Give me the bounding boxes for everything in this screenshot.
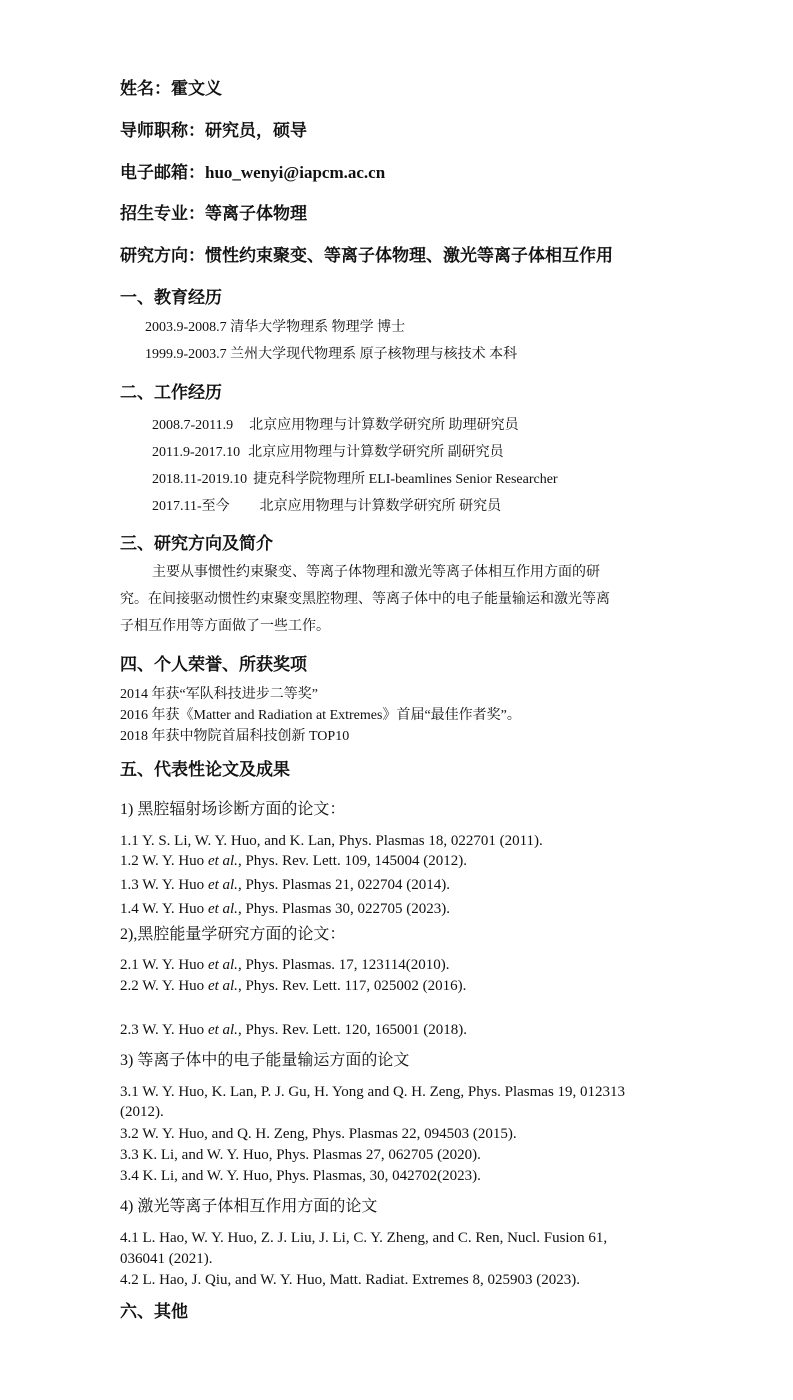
paper-item <box>120 979 466 994</box>
work-org: 捷克科学院物理所 ELI-beamlines Senior Researcher <box>253 472 558 487</box>
research-direction-line: 研究方向：惯性约束聚变、等离子体物理、激光等离子体相互作用 <box>120 246 613 265</box>
education-heading: 一、教育经历 <box>120 288 222 307</box>
work-heading: 二、工作经历 <box>120 383 222 402</box>
honor-item: 2014 年获“军队科技进步二等奖” <box>120 687 318 702</box>
advisor-title-line: 导师职称：研究员，硕导 <box>120 121 307 140</box>
work-period: 2018.11-2019.10 <box>152 472 248 487</box>
honor-item: 2016 年获《Matter and Radiation at Extremes》首届“最佳作者奖”。 <box>120 708 521 723</box>
education-item: 1999.9-2003.7 兰州大学现代物理系 原子核物理与核技术 本科 <box>145 347 518 362</box>
work-item <box>152 500 501 514</box>
paper-item: 3.1 W. Y. Huo, K. Lan, P. J. Gu, H. Yong and Q. H. Zeng, Phys. Plasmas 19, 012313 <box>120 1084 626 1100</box>
paper-etal: et al. <box>207 901 238 917</box>
paper-item: 3.3 K. Li, and W. Y. Huo, Phys. Plasmas 27, 062705 (2020). <box>120 1147 481 1163</box>
paper-text: , Phys. Rev. Lett. 117, 025002 (2016). <box>237 978 467 994</box>
paper-group-title: 3) 等离子体中的电子能量输运方面的论文 <box>120 1052 410 1069</box>
work-org: 北京应用物理与计算数学研究所 研究员 <box>259 499 502 514</box>
paper-item: 4.2 L. Hao, J. Qiu, and W. Y. Huo, Matt. Radiat. Extremes 8, 025903 (2023). <box>120 1272 580 1288</box>
email-label: 电子邮箱： <box>120 163 205 182</box>
work-org: 北京应用物理与计算数学研究所 助理研究员 <box>249 418 519 433</box>
paper-text: 1.2 W. Y. Huo <box>120 853 208 869</box>
paper-item: 3.4 K. Li, and W. Y. Huo, Phys. Plasmas, 30, 042702(2023). <box>120 1168 481 1184</box>
paper-text: 2.3 W. Y. Huo <box>120 1022 208 1038</box>
paper-text: 1.3 W. Y. Huo <box>120 877 208 893</box>
papers-heading: 五、代表性论文及成果 <box>120 760 290 779</box>
paper-item-continued: 036041 (2021). <box>120 1251 213 1267</box>
paper-item <box>120 902 450 917</box>
paper-text: 2.2 W. Y. Huo <box>120 978 208 994</box>
research-paragraph-line: 主要从事惯性约束聚变、等离子体物理和激光等离子体相互作用方面的研 <box>152 565 600 580</box>
paper-text: 2.1 W. Y. Huo <box>120 957 208 973</box>
paper-item: 3.2 W. Y. Huo, and Q. H. Zeng, Phys. Plasmas 22, 094503 (2015). <box>120 1126 517 1142</box>
other-heading: 六、其他 <box>120 1302 188 1321</box>
email-line <box>120 164 385 181</box>
paper-text: , Phys. Rev. Lett. 109, 145004 (2012). <box>237 853 467 869</box>
paper-text: , Phys. Rev. Lett. 120, 165001 (2018). <box>237 1022 467 1038</box>
paper-etal: et al. <box>207 1022 238 1038</box>
paper-text: , Phys. Plasmas. 17, 123114(2010). <box>237 957 450 973</box>
paper-text: , Phys. Plasmas 30, 022705 (2023). <box>237 901 451 917</box>
paper-item: 1.1 Y. S. Li, W. Y. Huo, and K. Lan, Phys. Plasmas 18, 022701 (2011). <box>120 833 543 849</box>
paper-group-title: 1) 黑腔辐射场诊断方面的论文： <box>120 801 346 818</box>
research-paragraph-line: 究。在间接驱动惯性约束聚变黑腔物理、等离子体中的电子能量输运和激光等离 <box>120 592 610 607</box>
paper-group-title: 2),黑腔能量学研究方面的论文： <box>120 926 346 943</box>
paper-etal: et al. <box>207 853 238 869</box>
paper-item <box>120 878 450 893</box>
paper-text: , Phys. Plasmas 21, 022704 (2014). <box>237 877 451 893</box>
name-line: 姓名：霍文义 <box>120 79 222 98</box>
work-org: 北京应用物理与计算数学研究所 副研究员 <box>248 445 504 460</box>
email-address[interactable]: huo_wenyi@iapcm.ac.cn <box>205 163 386 182</box>
work-period: 2017.11-至今 <box>152 499 230 514</box>
paper-item <box>120 958 449 973</box>
paper-item <box>120 1023 467 1038</box>
major-line: 招生专业：等离子体物理 <box>120 204 307 223</box>
honor-item: 2018 年获中物院首届科技创新 TOP10 <box>120 729 350 744</box>
honors-heading: 四、个人荣誉、所获奖项 <box>120 655 307 674</box>
paper-etal: et al. <box>207 877 238 893</box>
paper-etal: et al. <box>207 957 238 973</box>
work-period: 2011.9-2017.10 <box>152 445 241 460</box>
paper-group-title: 4) 激光等离子体相互作用方面的论文 <box>120 1198 378 1215</box>
work-period: 2008.7-2011.9 <box>152 418 234 433</box>
research-paragraph-line: 子相互作用等方面做了一些工作。 <box>120 619 330 634</box>
education-item: 2003.9-2008.7 清华大学物理系 物理学 博士 <box>145 320 406 335</box>
work-item <box>152 473 558 487</box>
paper-text: 1.4 W. Y. Huo <box>120 901 208 917</box>
work-item <box>152 446 504 460</box>
work-item <box>152 419 519 433</box>
paper-item <box>120 854 467 869</box>
paper-item-continued: (2012). <box>120 1104 164 1120</box>
paper-item: 4.1 L. Hao, W. Y. Huo, Z. J. Liu, J. Li, C. Y. Zheng, and C. Ren, Nucl. Fusion 61, <box>120 1230 608 1246</box>
paper-etal: et al. <box>207 978 238 994</box>
research-heading: 三、研究方向及简介 <box>120 534 273 553</box>
